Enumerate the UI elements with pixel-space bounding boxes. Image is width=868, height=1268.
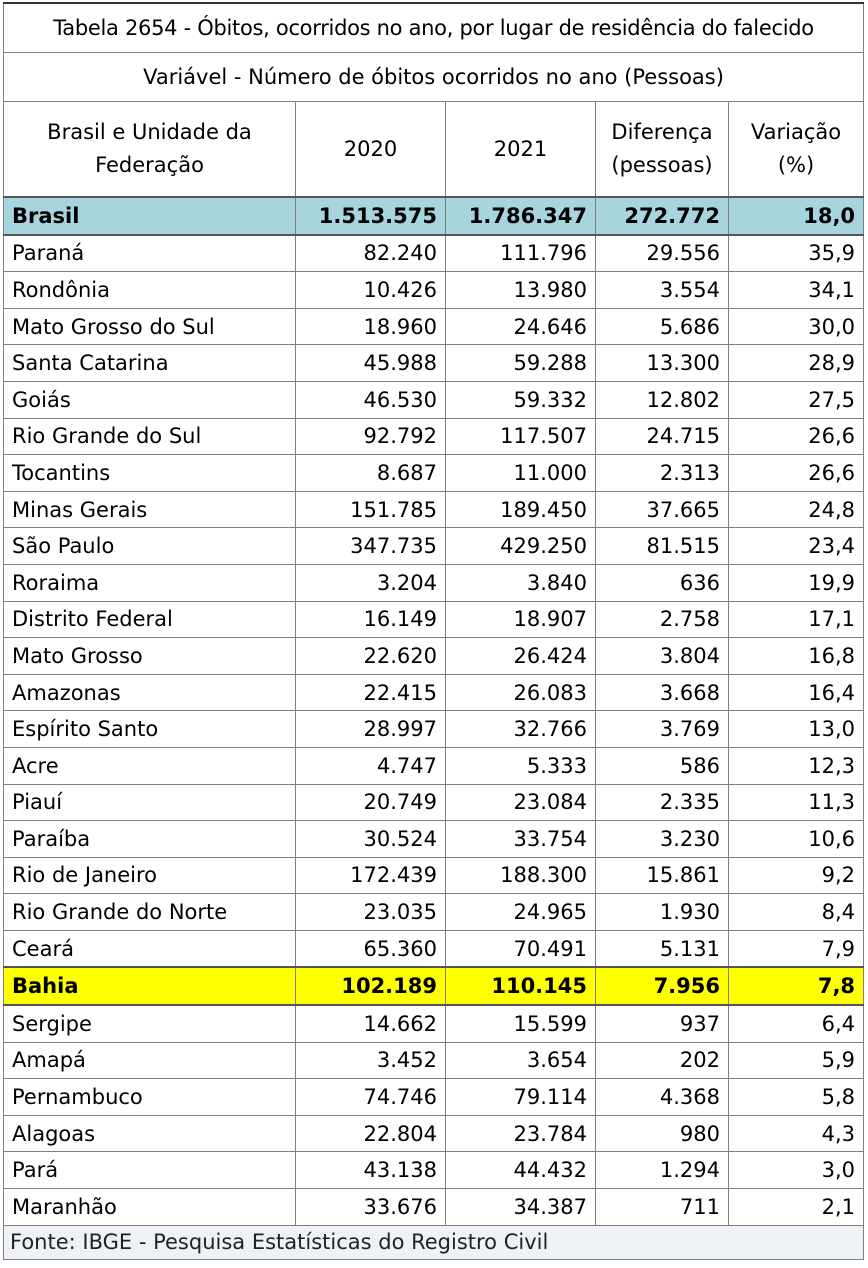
cell-state-name: Mato Grosso do Sul bbox=[4, 308, 296, 345]
cell-state-name: Paraíba bbox=[4, 821, 296, 858]
table-title: Tabela 2654 - Óbitos, ocorridos no ano, por lugar de residência do falecido bbox=[4, 3, 864, 53]
cell-2021: 13.980 bbox=[446, 272, 596, 309]
cell-2021: 34.387 bbox=[446, 1189, 596, 1226]
cell-2020: 65.360 bbox=[296, 930, 446, 967]
table-row bbox=[4, 1152, 864, 1189]
table-row bbox=[4, 564, 864, 601]
table-row bbox=[4, 418, 864, 455]
table-row bbox=[4, 1042, 864, 1079]
cell-2021: 32.766 bbox=[446, 711, 596, 748]
cell-var: 5,9 bbox=[729, 1042, 864, 1079]
cell-var: 6,4 bbox=[729, 1005, 864, 1042]
cell-2021: 11.000 bbox=[446, 455, 596, 492]
cell-var: 9,2 bbox=[729, 857, 864, 894]
cell-var: 2,1 bbox=[729, 1189, 864, 1226]
cell-2021: 24.646 bbox=[446, 308, 596, 345]
table-row bbox=[4, 894, 864, 931]
cell-state-name: Mato Grosso bbox=[4, 638, 296, 675]
cell-2020: 92.792 bbox=[296, 418, 446, 455]
cell-state-name: Espírito Santo bbox=[4, 711, 296, 748]
cell-var: 12,3 bbox=[729, 747, 864, 784]
table-row bbox=[4, 528, 864, 565]
cell-var: 18,0 bbox=[729, 197, 864, 235]
column-header-2020: 2020 bbox=[296, 102, 446, 198]
cell-state-name: Roraima bbox=[4, 564, 296, 601]
cell-diff: 3.804 bbox=[596, 638, 729, 675]
cell-state-name: Pernambuco bbox=[4, 1079, 296, 1116]
cell-state-name: Paraná bbox=[4, 235, 296, 272]
table-row bbox=[4, 345, 864, 382]
cell-state-name: Rio de Janeiro bbox=[4, 857, 296, 894]
cell-state-name: São Paulo bbox=[4, 528, 296, 565]
cell-var: 30,0 bbox=[729, 308, 864, 345]
cell-2021: 59.332 bbox=[446, 381, 596, 418]
cell-diff: 711 bbox=[596, 1189, 729, 1226]
cell-state-name: Goiás bbox=[4, 381, 296, 418]
table-subtitle: Variável - Número de óbitos ocorridos no ano (Pessoas) bbox=[4, 53, 864, 102]
cell-2020: 10.426 bbox=[296, 272, 446, 309]
cell-state-name: Alagoas bbox=[4, 1115, 296, 1152]
table-row bbox=[4, 1005, 864, 1042]
table-row bbox=[4, 1079, 864, 1116]
column-header-var: Variação (%) bbox=[729, 102, 864, 198]
cell-2021: 59.288 bbox=[446, 345, 596, 382]
cell-2020: 30.524 bbox=[296, 821, 446, 858]
cell-2020: 46.530 bbox=[296, 381, 446, 418]
cell-state-name: Distrito Federal bbox=[4, 601, 296, 638]
cell-2020: 82.240 bbox=[296, 235, 446, 272]
cell-2020: 22.620 bbox=[296, 638, 446, 675]
cell-diff: 7.956 bbox=[596, 967, 729, 1005]
table-row bbox=[4, 967, 864, 1005]
cell-state-name: Brasil bbox=[4, 197, 296, 235]
cell-state-name: Pará bbox=[4, 1152, 296, 1189]
cell-var: 27,5 bbox=[729, 381, 864, 418]
table-row bbox=[4, 491, 864, 528]
source-footer: Fonte: IBGE - Pesquisa Estatísticas do Registro Civil bbox=[4, 1225, 864, 1259]
table-row bbox=[4, 1115, 864, 1152]
cell-var: 26,6 bbox=[729, 455, 864, 492]
cell-state-name: Bahia bbox=[4, 967, 296, 1005]
cell-var: 16,4 bbox=[729, 674, 864, 711]
cell-2020: 8.687 bbox=[296, 455, 446, 492]
cell-diff: 202 bbox=[596, 1042, 729, 1079]
cell-state-name: Acre bbox=[4, 747, 296, 784]
cell-2020: 28.997 bbox=[296, 711, 446, 748]
cell-diff: 1.294 bbox=[596, 1152, 729, 1189]
table-body bbox=[4, 197, 864, 1225]
cell-2020: 22.804 bbox=[296, 1115, 446, 1152]
cell-diff: 2.313 bbox=[596, 455, 729, 492]
cell-diff: 5.686 bbox=[596, 308, 729, 345]
cell-2020: 102.189 bbox=[296, 967, 446, 1005]
cell-2020: 43.138 bbox=[296, 1152, 446, 1189]
cell-2021: 3.840 bbox=[446, 564, 596, 601]
table-row bbox=[4, 711, 864, 748]
table-row bbox=[4, 601, 864, 638]
cell-2020: 74.746 bbox=[296, 1079, 446, 1116]
cell-var: 26,6 bbox=[729, 418, 864, 455]
column-header-diff: Diferença (pessoas) bbox=[596, 102, 729, 198]
cell-2020: 45.988 bbox=[296, 345, 446, 382]
cell-state-name: Amazonas bbox=[4, 674, 296, 711]
cell-2021: 26.083 bbox=[446, 674, 596, 711]
cell-state-name: Tocantins bbox=[4, 455, 296, 492]
cell-2021: 79.114 bbox=[446, 1079, 596, 1116]
cell-2021: 44.432 bbox=[446, 1152, 596, 1189]
cell-var: 7,8 bbox=[729, 967, 864, 1005]
cell-diff: 2.335 bbox=[596, 784, 729, 821]
cell-var: 10,6 bbox=[729, 821, 864, 858]
cell-2021: 15.599 bbox=[446, 1005, 596, 1042]
cell-diff: 937 bbox=[596, 1005, 729, 1042]
column-header-2021: 2021 bbox=[446, 102, 596, 198]
cell-diff: 586 bbox=[596, 747, 729, 784]
cell-state-name: Maranhão bbox=[4, 1189, 296, 1226]
table-row bbox=[4, 1189, 864, 1226]
cell-2021: 23.084 bbox=[446, 784, 596, 821]
cell-2020: 151.785 bbox=[296, 491, 446, 528]
cell-var: 5,8 bbox=[729, 1079, 864, 1116]
cell-2020: 172.439 bbox=[296, 857, 446, 894]
cell-var: 34,1 bbox=[729, 272, 864, 309]
cell-diff: 13.300 bbox=[596, 345, 729, 382]
cell-var: 13,0 bbox=[729, 711, 864, 748]
cell-2021: 117.507 bbox=[446, 418, 596, 455]
cell-var: 4,3 bbox=[729, 1115, 864, 1152]
cell-2021: 111.796 bbox=[446, 235, 596, 272]
cell-state-name: Minas Gerais bbox=[4, 491, 296, 528]
cell-var: 7,9 bbox=[729, 930, 864, 967]
table-row bbox=[4, 272, 864, 309]
cell-state-name: Amapá bbox=[4, 1042, 296, 1079]
cell-diff: 37.665 bbox=[596, 491, 729, 528]
table-row bbox=[4, 381, 864, 418]
table-container bbox=[3, 2, 863, 1260]
cell-2020: 20.749 bbox=[296, 784, 446, 821]
cell-2021: 23.784 bbox=[446, 1115, 596, 1152]
cell-2020: 3.452 bbox=[296, 1042, 446, 1079]
cell-var: 16,8 bbox=[729, 638, 864, 675]
cell-2020: 3.204 bbox=[296, 564, 446, 601]
table-row bbox=[4, 930, 864, 967]
cell-diff: 12.802 bbox=[596, 381, 729, 418]
cell-diff: 5.131 bbox=[596, 930, 729, 967]
cell-state-name: Sergipe bbox=[4, 1005, 296, 1042]
cell-diff: 3.230 bbox=[596, 821, 729, 858]
cell-2020: 22.415 bbox=[296, 674, 446, 711]
cell-2021: 18.907 bbox=[446, 601, 596, 638]
cell-state-name: Ceará bbox=[4, 930, 296, 967]
cell-diff: 980 bbox=[596, 1115, 729, 1152]
cell-diff: 15.861 bbox=[596, 857, 729, 894]
cell-2020: 16.149 bbox=[296, 601, 446, 638]
data-table bbox=[3, 2, 864, 1260]
cell-var: 35,9 bbox=[729, 235, 864, 272]
cell-2021: 188.300 bbox=[446, 857, 596, 894]
cell-state-name: Rio Grande do Norte bbox=[4, 894, 296, 931]
cell-var: 28,9 bbox=[729, 345, 864, 382]
cell-var: 23,4 bbox=[729, 528, 864, 565]
cell-var: 11,3 bbox=[729, 784, 864, 821]
cell-diff: 636 bbox=[596, 564, 729, 601]
table-row bbox=[4, 747, 864, 784]
cell-2020: 33.676 bbox=[296, 1189, 446, 1226]
cell-diff: 3.769 bbox=[596, 711, 729, 748]
cell-2021: 1.786.347 bbox=[446, 197, 596, 235]
cell-diff: 3.554 bbox=[596, 272, 729, 309]
cell-2021: 26.424 bbox=[446, 638, 596, 675]
table-row bbox=[4, 857, 864, 894]
table-row bbox=[4, 674, 864, 711]
table-row bbox=[4, 784, 864, 821]
cell-var: 3,0 bbox=[729, 1152, 864, 1189]
cell-var: 24,8 bbox=[729, 491, 864, 528]
cell-diff: 1.930 bbox=[596, 894, 729, 931]
cell-diff: 24.715 bbox=[596, 418, 729, 455]
table-row bbox=[4, 821, 864, 858]
cell-diff: 29.556 bbox=[596, 235, 729, 272]
cell-2020: 23.035 bbox=[296, 894, 446, 931]
table-row bbox=[4, 197, 864, 235]
cell-2021: 110.145 bbox=[446, 967, 596, 1005]
cell-state-name: Rio Grande do Sul bbox=[4, 418, 296, 455]
cell-2020: 4.747 bbox=[296, 747, 446, 784]
cell-state-name: Rondônia bbox=[4, 272, 296, 309]
table-row bbox=[4, 235, 864, 272]
column-header-row bbox=[4, 102, 864, 198]
cell-var: 17,1 bbox=[729, 601, 864, 638]
cell-2021: 5.333 bbox=[446, 747, 596, 784]
cell-var: 19,9 bbox=[729, 564, 864, 601]
table-row bbox=[4, 308, 864, 345]
cell-2020: 1.513.575 bbox=[296, 197, 446, 235]
cell-diff: 4.368 bbox=[596, 1079, 729, 1116]
cell-2020: 18.960 bbox=[296, 308, 446, 345]
cell-state-name: Santa Catarina bbox=[4, 345, 296, 382]
cell-diff: 2.758 bbox=[596, 601, 729, 638]
cell-diff: 272.772 bbox=[596, 197, 729, 235]
cell-2020: 14.662 bbox=[296, 1005, 446, 1042]
table-row bbox=[4, 638, 864, 675]
cell-2021: 33.754 bbox=[446, 821, 596, 858]
cell-diff: 81.515 bbox=[596, 528, 729, 565]
cell-var: 8,4 bbox=[729, 894, 864, 931]
table-row bbox=[4, 455, 864, 492]
cell-state-name: Piauí bbox=[4, 784, 296, 821]
cell-2021: 70.491 bbox=[446, 930, 596, 967]
cell-2020: 347.735 bbox=[296, 528, 446, 565]
cell-2021: 429.250 bbox=[446, 528, 596, 565]
column-header-name: Brasil e Unidade da Federação bbox=[4, 102, 296, 198]
cell-2021: 3.654 bbox=[446, 1042, 596, 1079]
cell-diff: 3.668 bbox=[596, 674, 729, 711]
cell-2021: 24.965 bbox=[446, 894, 596, 931]
cell-2021: 189.450 bbox=[446, 491, 596, 528]
